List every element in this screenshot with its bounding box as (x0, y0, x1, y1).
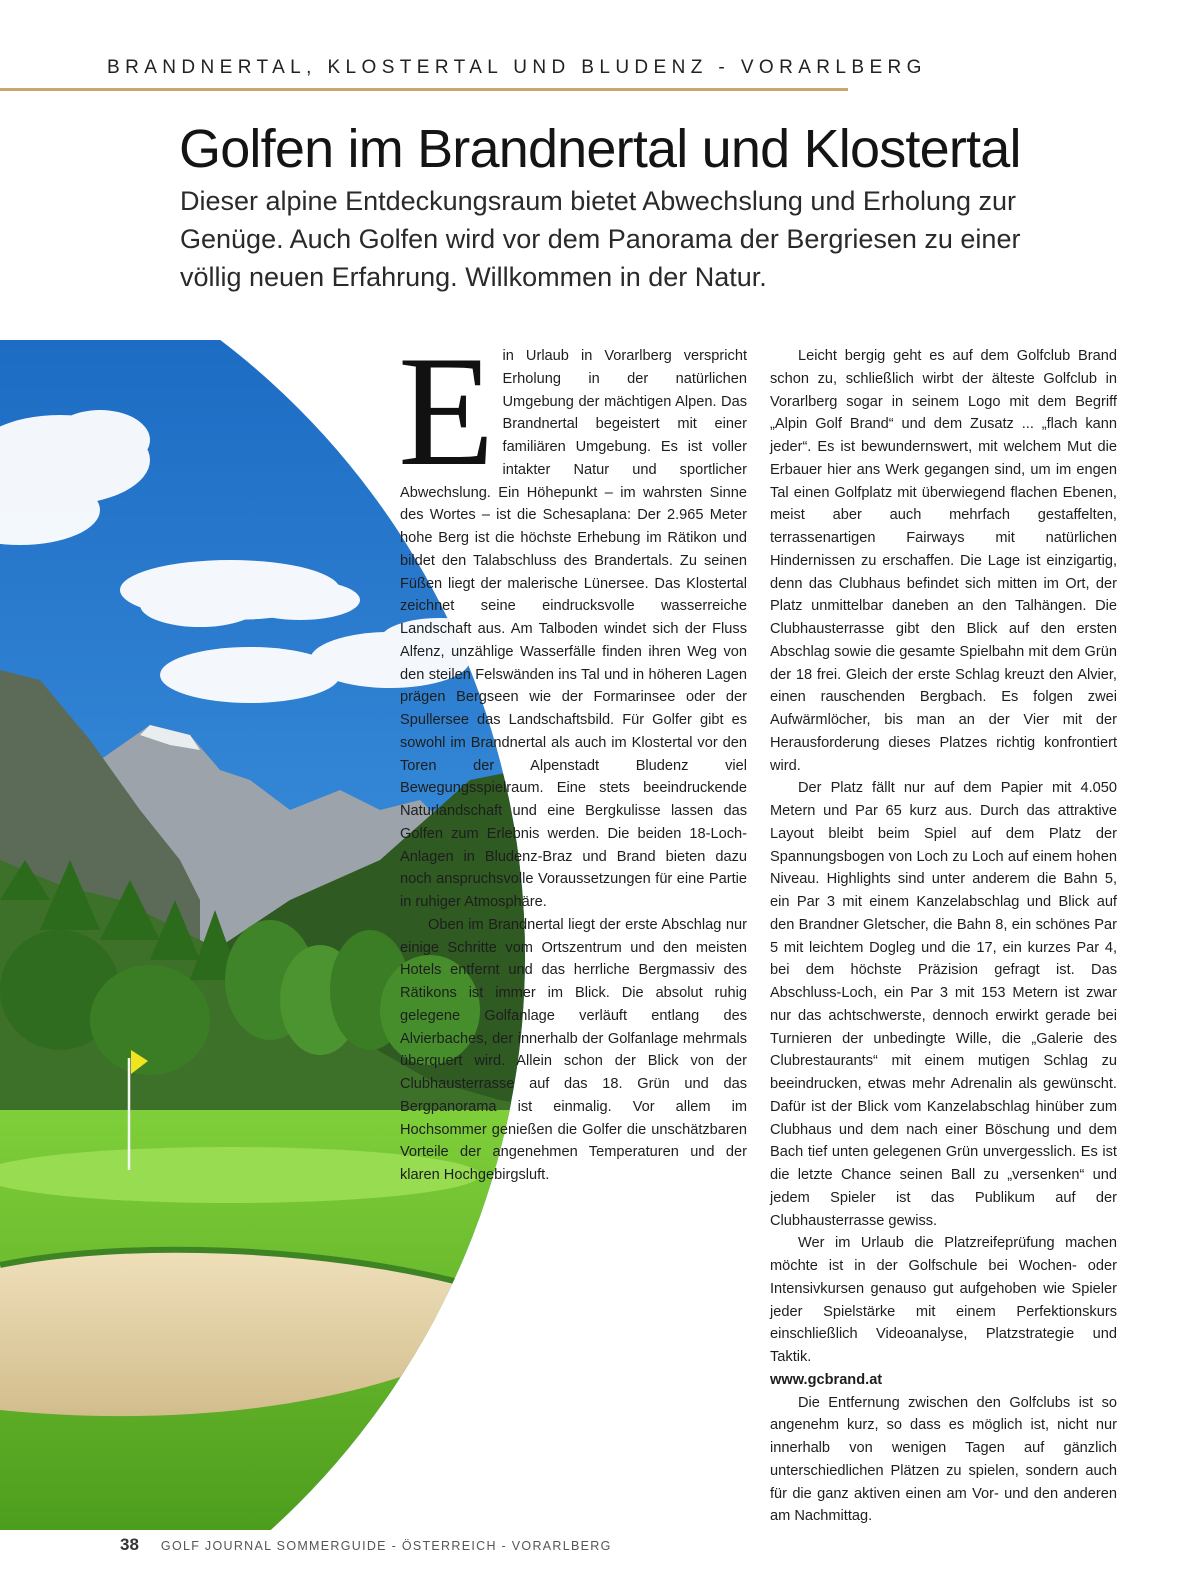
drop-cap: E (398, 324, 495, 499)
paragraph: Wer im Urlaub die Platzreifeprüfung machen möchte ist in der Golfschule bei Wochen- oder Intensivkursen genauso gut aufgehoben wie Spieler jeder Spielstärke mit einem Perfektionskurs einschließlich Videoanalyse, Platzstrategie und Taktik. (770, 1235, 1117, 1365)
paragraph: Die Entfernung zwischen den Golfclubs ist so angenehm kurz, so dass es möglich ist, nicht nur innerhalb von wenigen Tagen auf gänzlich unterschiedlichen Plätzen zu spielen, sondern auch für die ganz aktiven einen am Vor- und den anderen am Nachmittag. (770, 1394, 1117, 1525)
website-link[interactable]: www.gcbrand.at (770, 1371, 883, 1388)
page-footer (120, 1535, 612, 1555)
article-lead: Dieser alpine Entdeckungsraum bietet Abwechslung und Erholung zur Genüge. Auch Golfen wird vor dem Panorama der Bergriesen zu einer völlig neuen Erfahrung. Willkommen in der Natur. (180, 186, 1021, 292)
paragraph: Leicht bergig geht es auf dem Golfclub Brand schon zu, schließlich wirbt der älteste Golfclub in Vorarlberg sogar in seinem Logo mit dem Begriff „Alpin Golf Brand“ und dem Zusatz ... „flach kann jeder“. Es ist bewundernswert, mit welchem Mut die Erbauer hier ans Werk gegangen sind, um im engen Tal einen Golfplatz mit überwiegend flachen Ebenen, meist aber auch mehrfach gestaffelten, terrassenartigen Fairways mit natürlichen Hindernissen zu erschaffen. Die Lage ist einzigartig, denn das Clubhaus befindet sich mitten im Ort, der Platz unmittelbar daneben an den Talhängen. Die Clubhausterrasse gibt den Blick auf den ersten Abschlag sowie die gesamte Spielbahn mit dem Grün der 18 frei. Gleich der erste Schlag kreuzt den Alvier, einen rauschenden Bergbach. Es folgen zwei Aufwärmlöcher, bis man an der Vier mit der Herausforderung dieses Platzes richtig konfrontiert wird. (770, 348, 1117, 774)
text-column-1 (398, 324, 747, 1187)
paragraph: Der Platz fällt nur auf dem Papier mit 4.050 Metern und Par 65 kurz aus. Durch das attraktive Layout bleibt beim Spiel auf dem Platz der Spannungsbogen von Loch zu Loch auf einem hohen Niveau. Highlights sind unter anderem die Bahn 5, ein Par 3 mit einem Kanzelabschlag und Blick auf den Brandner Gletscher, die Bahn 8, ein schönes Par 5 mit leichtem Dogleg und die 17, ein kurzes Par 4, bei dem höchste Präzision gefragt ist. Das Abschluss-Loch, ein Par 3 mit 153 Metern ist zwar nur das achtschwerste, dennoch erwirkt gerade bei Turnieren der unbedingte Wille, die „Galerie des Clubrestaurants“ mit einem mutigen Schlag zu beeindrucken, etwas mehr Adrenalin als gewünscht. Dafür ist der Blick vom Kanzelabschlag hinüber zum Clubhaus und dem nach einer Böschung und dem Bach tief unten gelegenen Grün unvergesslich. Es ist die letzte Chance seinen Ball zu „versenken“ und jedem Spieler ist das Publikum auf der Clubhausterrasse gewiss. (770, 780, 1117, 1229)
section-kicker: BRANDNERTAL, KLOSTERTAL UND BLUDENZ - VORARLBERG (107, 57, 927, 78)
article-title: Golfen im Brandnertal und Klostertal (179, 119, 1021, 179)
paragraph: in Urlaub in Vorarlberg verspricht Erholung in der natürlichen Umgebung der mächtigen Alpen. Das Brandnertal begeistert mit einer familiären Umgebung. Es ist voller intakter Natur und sportlicher Abwechslung. Ein Höhepunkt – im wahrsten Sinne des Wortes – ist die Schesaplana: Der 2.965 Meter hohe Berg ist die höchste Erhebung im Rätikon und bildet den Talabschluss des Brandertals. Zu seinen Füßen liegt der malerische Lünersee. Das Klostertal zeichnet seine eindrucksvolle wasserreiche Landschaft aus. Am Talboden windet sich der Fluss Alfenz, unzählige Wasserfälle finden ihren Weg von den steilen Felswänden ins Tal und in höheren Lagen prägen Bergseen wie der Formarinsee oder der Spullersee das Landschaftsbild. Für Golfer gibt es sowohl im Brandnertal als auch im Klostertal vor den Toren der Alpenstadt Bludenz viel Bewegungsspielraum. Eine stets beeindruckende Naturlandschaft und eine Bergkulisse lassen das Golfen zum Erlebnis werden. Die beiden 18-Loch-Anlagen in Bludenz-Braz und Brand bieten dazu noch anspruchsvolle Voraussetzungen für eine Partie in ruhiger Atmosphäre. (400, 348, 747, 910)
text-column-2 (770, 345, 1117, 1528)
publication-name: GOLF JOURNAL SOMMERGUIDE - ÖSTERREICH - VORARLBERG (160, 1539, 612, 1553)
sand-bunker (0, 1250, 470, 1416)
page-number: 38 (120, 1535, 139, 1554)
paragraph: Oben im Brandnertal liegt der erste Abschlag nur einige Schritte vom Ortszentrum und den meisten Hotels entfernt und das herrliche Bergmassiv des Rätikons ist immer im Blick. Die absolut ruhig gelegene Golfanlage verläuft entlang des Alvierbaches, der innerhalb der Golfanlage mehrmals überquert wird. Allein schon der Blick von der Clubhausterrasse auf das 18. Grün und das Bergpanorama ist einmalig. Vor allem im Hochsommer genießen die Golfer die unschätzbaren Vorteile der angenehmen Temperaturen und der klaren Hochgebirgsluft. (400, 916, 747, 1183)
header-rule (0, 88, 848, 91)
